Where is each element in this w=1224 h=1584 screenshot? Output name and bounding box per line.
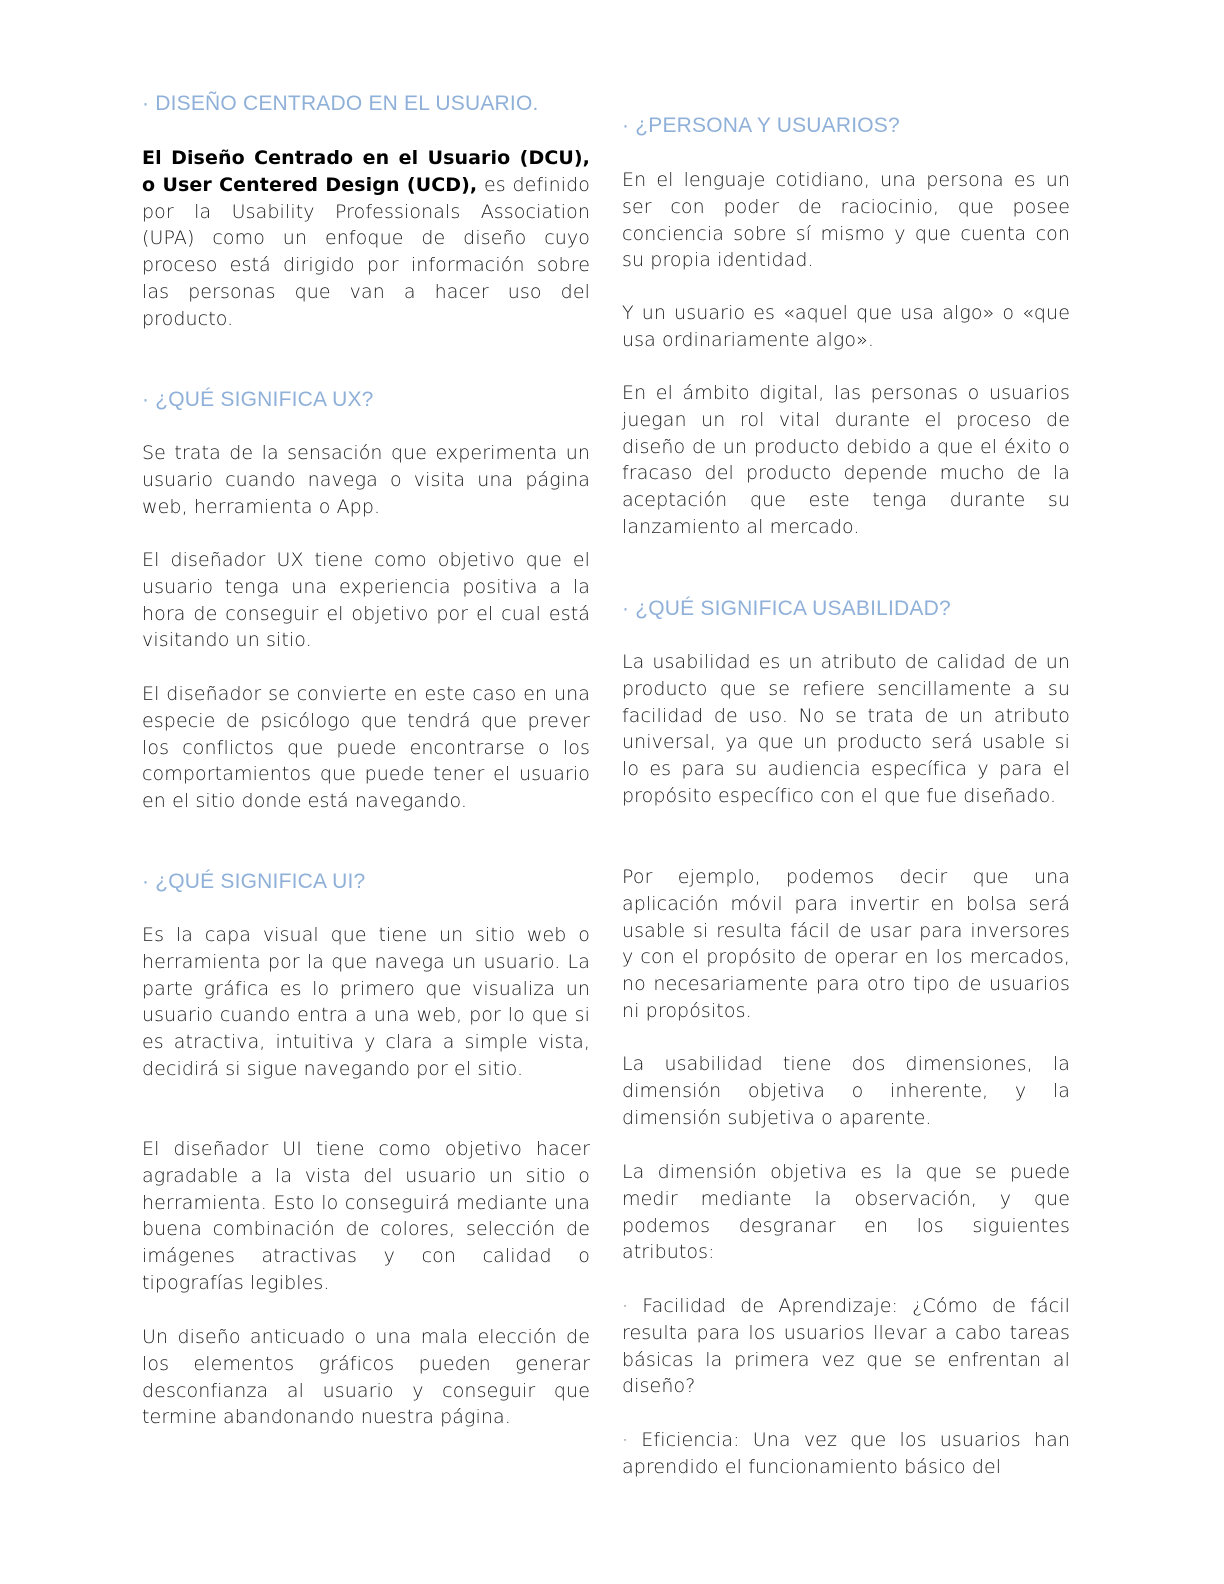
section-heading-usabilidad: · ¿QUÉ SIGNIFICA USABILIDAD?: [622, 597, 951, 620]
section-heading-ui: · ¿QUÉ SIGNIFICA UI?: [142, 870, 366, 893]
paragraph-ui-3: Un diseño anticuado o una mala elección de los elementos gráficos pueden generar desconfianza al usuario y conseguir que termine abandonando nuestra página.: [142, 1326, 590, 1429]
section-heading-persona: · ¿PERSONA Y USUARIOS?: [622, 114, 900, 137]
paragraph-ux-3: El diseñador se convierte en este caso en una especie de psicólogo que tendrá que prever los conflictos que puede encontrarse o los comportamientos que puede tener el usuario en el sitio donde está navegando.: [142, 683, 590, 813]
list-item-eficiencia: · Eficiencia: Una vez que los usuarios han aprendido el funcionamiento básico del: [622, 1429, 1070, 1478]
paragraph-ux-1: Se trata de la sensación que experimenta un usuario cuando navega o visita una página web, herramienta o App.: [142, 442, 590, 518]
paragraph-ux-2: El diseñador UX tiene como objetivo que el usuario tenga una experiencia positiva a la hora de conseguir el objetivo por el cual está visitando un sitio.: [142, 549, 590, 652]
list-item-facilidad-aprendizaje: · Facilidad de Aprendizaje: ¿Cómo de fácil resulta para los usuarios llevar a cabo tareas básicas la primera vez que se enfrentan al diseño?: [622, 1295, 1070, 1398]
paragraph-text: es definido por la Usability Professionals Association (UPA) como un enfoque de diseño cuyo proceso está dirigido por información sobre las personas que van a hacer uso del producto.: [142, 173, 590, 330]
paragraph-usabilidad-3: La usabilidad tiene dos dimensiones, la dimensión objetiva o inherente, y la dimensión subjetiva o aparente.: [622, 1053, 1070, 1129]
section-heading-ux: · ¿QUÉ SIGNIFICA UX?: [142, 388, 374, 411]
paragraph-usabilidad-4: La dimensión objetiva es la que se puede medir mediante la observación, y que podemos desgranar en los siguientes atributos:: [622, 1161, 1070, 1264]
paragraph-ui-2: El diseñador UI tiene como objetivo hacer agradable a la vista del usuario un sitio o herramienta. Esto lo conseguirá mediante una buena combinación de colores, selección de imágenes atractivas y con calidad o tipografías legibles.: [142, 1138, 590, 1294]
bold-lead-text: El Diseño Centrado en el Usuario (DCU), o User Centered Design (UCD),: [142, 147, 590, 196]
paragraph-usabilidad-2: Por ejemplo, podemos decir que una aplicación móvil para invertir en bolsa será usable si resulta fácil de usar para inversores y con el propósito de operar en los mercados, no necesariamente para otro tipo de usuarios ni propósitos.: [622, 866, 1070, 1022]
paragraph-dcu-definition: [142, 145, 590, 333]
paragraph-persona-1: En el lenguaje cotidiano, una persona es un ser con poder de raciocinio, que posee conciencia sobre sí mismo y que cuenta con su propia identidad.: [622, 169, 1070, 272]
paragraph-usabilidad-1: La usabilidad es un atributo de calidad de un producto que se refiere sencillamente a su facilidad de uso. No se trata de un atributo universal, ya que un producto será usable si lo es para su audiencia específica y para el propósito específico con el que fue diseñado.: [622, 651, 1070, 807]
paragraph-persona-3: En el ámbito digital, las personas o usuarios juegan un rol vital durante el proceso de diseño de un producto debido a que el éxito o fracaso del producto depende mucho de la aceptación que este tenga durante su lanzamiento al mercado.: [622, 382, 1070, 538]
paragraph-persona-2: Y un usuario es «aquel que usa algo» o «que usa ordinariamente algo».: [622, 302, 1070, 351]
section-heading-dcu: · DISEÑO CENTRADO EN EL USUARIO.: [142, 92, 539, 115]
paragraph-ui-1: Es la capa visual que tiene un sitio web o herramienta por la que navega un usuario. La parte gráfica es lo primero que visualiza un usuario cuando entra a una web, por lo que si es atractiva, intuitiva y clara a simple vista, decidirá si sigue navegando por el sitio.: [142, 924, 590, 1080]
